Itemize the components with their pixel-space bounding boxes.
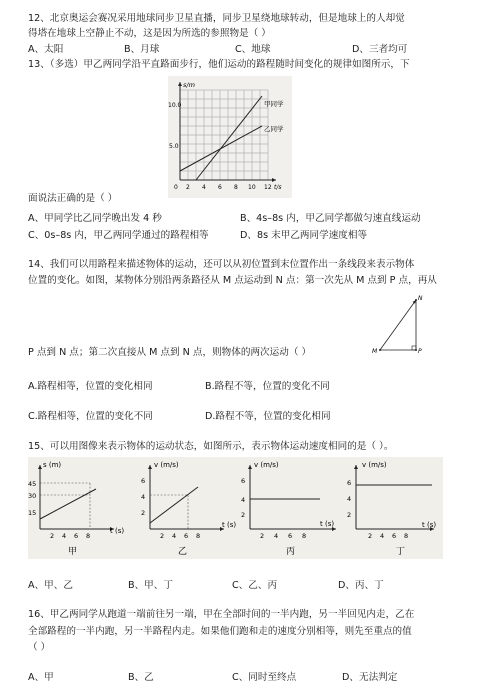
- jia-x-tick-4: 4: [62, 532, 67, 540]
- q13-distance-time-graph: [168, 76, 292, 198]
- q14-path-triangle: [370, 292, 432, 358]
- bing-y-tick-2: 2: [241, 511, 246, 519]
- mn-segment: [380, 300, 416, 350]
- bing-y-tick-4: 4: [241, 496, 246, 504]
- q15-option-c: C、乙、丙: [232, 580, 278, 591]
- q13-option-d: D、8s 末甲乙两同学速度相等: [240, 230, 368, 241]
- q14-option-c: C.路程相等，位置的变化不同: [28, 411, 153, 422]
- q13-label-jia: 甲同学: [264, 100, 284, 108]
- point-p-label: P: [418, 348, 422, 355]
- jia-y-unit: s (m): [43, 461, 62, 469]
- ding-y-tick-4: 4: [347, 495, 352, 503]
- jia-y-tick-30: 30: [28, 492, 37, 500]
- q13-option-b: B、4s–8s 内，甲乙同学都做匀速直线运动: [240, 213, 421, 224]
- q12-line2: 得塔在地球上空静止不动，这是因为所选的参照物是（ ）: [28, 28, 271, 39]
- q15-option-b: B、甲、丁: [128, 580, 173, 591]
- yi-y-unit: v (m/s): [154, 461, 179, 469]
- q15-option-d: D、丙、丁: [338, 580, 384, 591]
- ding-x-tick-6: 6: [392, 532, 397, 540]
- q13-x-tick-6: 6: [218, 184, 222, 191]
- q13-line1: 13、（多选）甲乙两同学沿平直路面步行，他们运动的路程随时间变化的规律如图所示，下: [28, 59, 410, 70]
- bing-caption: 丙: [286, 547, 296, 557]
- bing-x-unit: t (s): [320, 520, 335, 528]
- q14-option-d: D.路程不等，位置的变化相同: [205, 411, 331, 422]
- jia-x-tick-2: 2: [50, 532, 55, 540]
- q15-line1: 15、可以用图像来表示物体的运动状态，如图所示，表示物体运动速度相同的是（ ）。: [28, 441, 394, 452]
- q13-x-tick-12: 12: [264, 184, 272, 191]
- bing-x-tick-4: 4: [274, 532, 279, 540]
- q14-line2: 位置的变化。如图，某物体分别沿两条路径从 M 点运动到 N 点：第一次先从 M 点到 P 点，再从: [28, 275, 437, 286]
- q16-option-a: A、甲: [28, 672, 54, 683]
- yi-x-unit: t (s): [222, 521, 237, 529]
- q15-option-a: A、甲、乙: [28, 580, 73, 591]
- q12-option-d: D、三者均可: [352, 44, 408, 55]
- q13-line2: 面说法正确的是（ ）: [28, 193, 118, 204]
- q13-option-c: C、0s–8s 内，甲乙两同学通过的路程相等: [28, 230, 209, 241]
- jia-x-unit: t (s): [110, 527, 125, 535]
- yi-x-tick-8: 8: [196, 532, 201, 540]
- q13-x-unit: t/s: [274, 184, 282, 191]
- yi-y-tick-2: 2: [141, 509, 146, 517]
- q13-y-tick-10: 10.0: [168, 102, 182, 109]
- q13-option-a: A、甲同学比乙同学晚出发 4 秒: [28, 213, 162, 224]
- q16-option-c: C、同时至终点: [232, 672, 297, 683]
- q16-line2: 全部路程的一半内跑，另一半路程内走。如果他们跑和走的速度分别相等，则先至重点的值: [28, 626, 412, 637]
- q14-option-a: A.路程相等，位置的变化相同: [28, 381, 153, 392]
- bing-x-tick-8: 8: [302, 532, 307, 540]
- yi-x-tick-6: 6: [184, 532, 189, 540]
- q13-label-yi: 乙同学: [264, 125, 284, 133]
- ding-x-tick-4: 4: [380, 532, 385, 540]
- ding-x-tick-2: 2: [368, 532, 373, 540]
- ding-x-tick-8: 8: [404, 532, 409, 540]
- q13-y-tick-5: 5.0: [169, 143, 179, 150]
- yi-caption: 乙: [178, 547, 188, 557]
- point-m-label: M: [372, 348, 378, 355]
- q13-x-tick-4: 4: [202, 184, 206, 191]
- q16-line1: 16、甲乙两同学从跑道一端前往另一端，甲在全部时间的一半内跑，另一半回见内走，乙在: [28, 609, 415, 620]
- ding-y-unit: v (m/s): [362, 461, 387, 469]
- yi-x-tick-2: 2: [160, 532, 165, 540]
- q14-line1: 14、我们可以用路程来描述物体的运动，还可以从初位置到末位置作出一条线段来表示物体: [28, 259, 415, 270]
- bing-y-unit: v (m/s): [254, 461, 279, 469]
- q14-option-b: B.路程不等，位置的变化不同: [205, 381, 330, 392]
- ding-caption: 丁: [396, 547, 406, 557]
- q12-option-b: B、月球: [124, 44, 160, 55]
- yi-y-tick-4: 4: [141, 493, 146, 501]
- ding-y-tick-6: 6: [347, 479, 352, 487]
- bing-x-tick-6: 6: [288, 532, 293, 540]
- jia-y-tick-15: 15: [28, 509, 37, 517]
- jia-y-tick-45: 45: [28, 480, 37, 488]
- q15-motion-graphs: [28, 457, 443, 559]
- q12-line1: 12、北京奥运会赛况采用地球同步卫星直播，同步卫星绕地球转动，但是地球上的人却觉: [28, 13, 405, 24]
- q13-x-tick-2: 2: [186, 184, 190, 191]
- q14-line3: P 点到 N 点；第二次直接从 M 点到 N 点，则物体的两次运动（ ）: [28, 347, 312, 358]
- ding-x-unit: t (s): [422, 521, 437, 529]
- q13-x-tick-8: 8: [234, 184, 238, 191]
- q16-line3: （ ）: [28, 642, 51, 653]
- q12-option-a: A、太阳: [28, 44, 64, 55]
- jia-x-tick-8: 8: [86, 532, 91, 540]
- point-n-label: N: [418, 295, 423, 302]
- yi-y-tick-6: 6: [141, 477, 146, 485]
- jia-x-tick-6: 6: [74, 532, 79, 540]
- q13-y-unit: s/m: [183, 81, 195, 89]
- q13-origin: 0: [174, 184, 178, 191]
- q16-option-b: B、乙: [128, 672, 154, 683]
- ding-y-tick-2: 2: [347, 511, 352, 519]
- q16-option-d: D、无法判定: [342, 672, 398, 683]
- jia-caption: 甲: [68, 547, 78, 557]
- bing-x-tick-2: 2: [260, 532, 265, 540]
- bing-y-tick-6: 6: [241, 477, 246, 485]
- yi-x-tick-4: 4: [172, 532, 177, 540]
- q12-option-c: C、地球: [235, 44, 271, 55]
- q13-x-tick-10: 10: [248, 184, 256, 191]
